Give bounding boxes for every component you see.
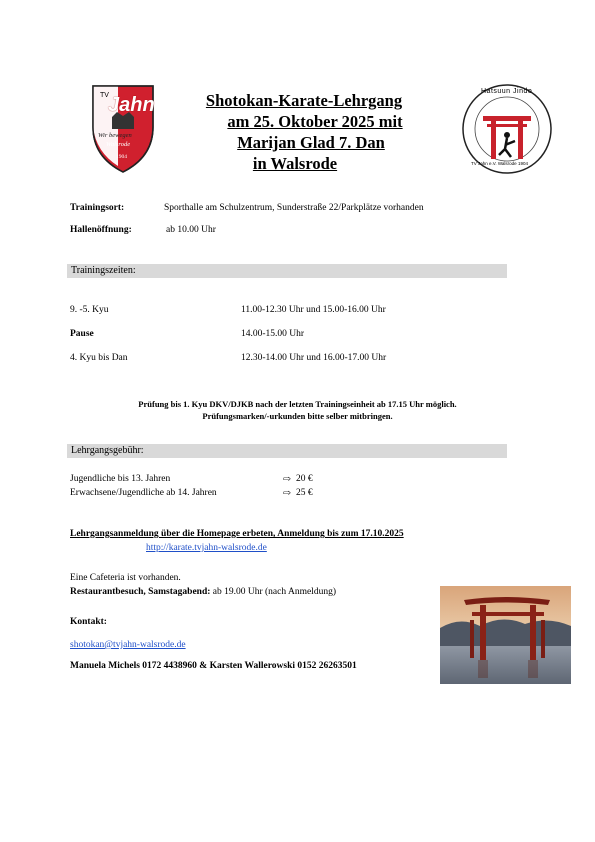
fee-row-value: 20 € <box>296 474 313 484</box>
hallenoeffnung-value: ab 10.00 Uhr <box>166 225 216 235</box>
trainingszeiten-heading: Trainingszeiten: <box>67 264 507 278</box>
fee-row-value: 25 € <box>296 488 313 498</box>
restaurant-line <box>70 587 336 597</box>
pruefung-line-2: Prüfungsmarken/-urkunden bitte selber mitbringen. <box>202 411 393 421</box>
hallenoeffnung-label: Hallenöffnung: <box>70 225 132 235</box>
logo-slogan-2: Walsrode <box>106 141 131 148</box>
kontakt-email-link[interactable]: shotokan@tvjahn-walsrode.de <box>70 640 186 650</box>
cafeteria-text: Eine Cafeteria ist vorhanden. <box>70 573 181 583</box>
fee-arrow-icon: ⇨ <box>283 489 291 499</box>
logo-right-bottom-text: TV Jahn e.V. Walsrode 1904 <box>471 161 528 166</box>
title-line-4: in Walsrode <box>252 154 338 173</box>
torii-photo <box>440 586 571 684</box>
training-row-label: Pause <box>70 329 94 339</box>
training-row-value: 12.30-14.00 Uhr und 16.00-17.00 Uhr <box>241 353 387 363</box>
logo-year: 1904 <box>116 154 127 160</box>
training-row-value: 11.00-12.30 Uhr und 15.00-16.00 Uhr <box>241 305 386 315</box>
logo-right-top-text: Hatsuun Jindo <box>481 88 533 95</box>
pruefung-notice <box>67 398 528 422</box>
title-line-3: Marijan Glad 7. Dan <box>237 133 385 152</box>
kontakt-label: Kontakt: <box>70 617 107 627</box>
hatsuun-jindo-logo <box>461 83 553 175</box>
tvjahn-logo <box>88 82 158 174</box>
logo-jahn-text: Jahn <box>108 94 155 116</box>
title-line-1: Shotokan-Karate-Lehrgang <box>205 91 403 110</box>
pruefung-line-1: Prüfung bis 1. Kyu DKV/DJKB nach der letzten Trainingseinheit ab 17.15 Uhr möglich. <box>138 399 457 409</box>
restaurant-label: Restaurantbesuch, Samstagabend: <box>70 587 211 597</box>
training-row-label: 4. Kyu bis Dan <box>70 353 128 363</box>
trainingsort-value: Sporthalle am Schulzentrum, Sunderstraße 22/Parkplätze vorhanden <box>164 203 424 213</box>
logo-tv-text: TV <box>100 92 109 99</box>
fee-row-label: Erwachsene/Jugendliche ab 14. Jahren <box>70 488 217 498</box>
fee-arrow-icon: ⇨ <box>283 475 291 485</box>
title-line-2: am 25. Oktober 2025 mit <box>227 112 403 131</box>
training-row-value: 14.00-15.00 Uhr <box>241 329 305 339</box>
page-title <box>160 90 430 174</box>
kontakt-persons: Manuela Michels 0172 4438960 & Karsten Wallerowski 0152 26263501 <box>70 661 357 671</box>
logo-slogan-1: Wir bewegen <box>98 132 132 139</box>
trainingsort-label: Trainingsort: <box>70 203 125 213</box>
homepage-link[interactable]: http://karate.tvjahn-walsrode.de <box>146 543 267 553</box>
training-row-label: 9. -5. Kyu <box>70 305 109 315</box>
restaurant-value: ab 19.00 Uhr (nach Anmeldung) <box>210 587 336 597</box>
lehrgangsgebuehr-heading: Lehrgangsgebühr: <box>67 444 507 458</box>
anmeldung-text: Lehrgangsanmeldung über die Homepage erbeten, Anmeldung bis zum 17.10.2025 <box>70 529 404 539</box>
fee-row-label: Jugendliche bis 13. Jahren <box>70 474 171 484</box>
